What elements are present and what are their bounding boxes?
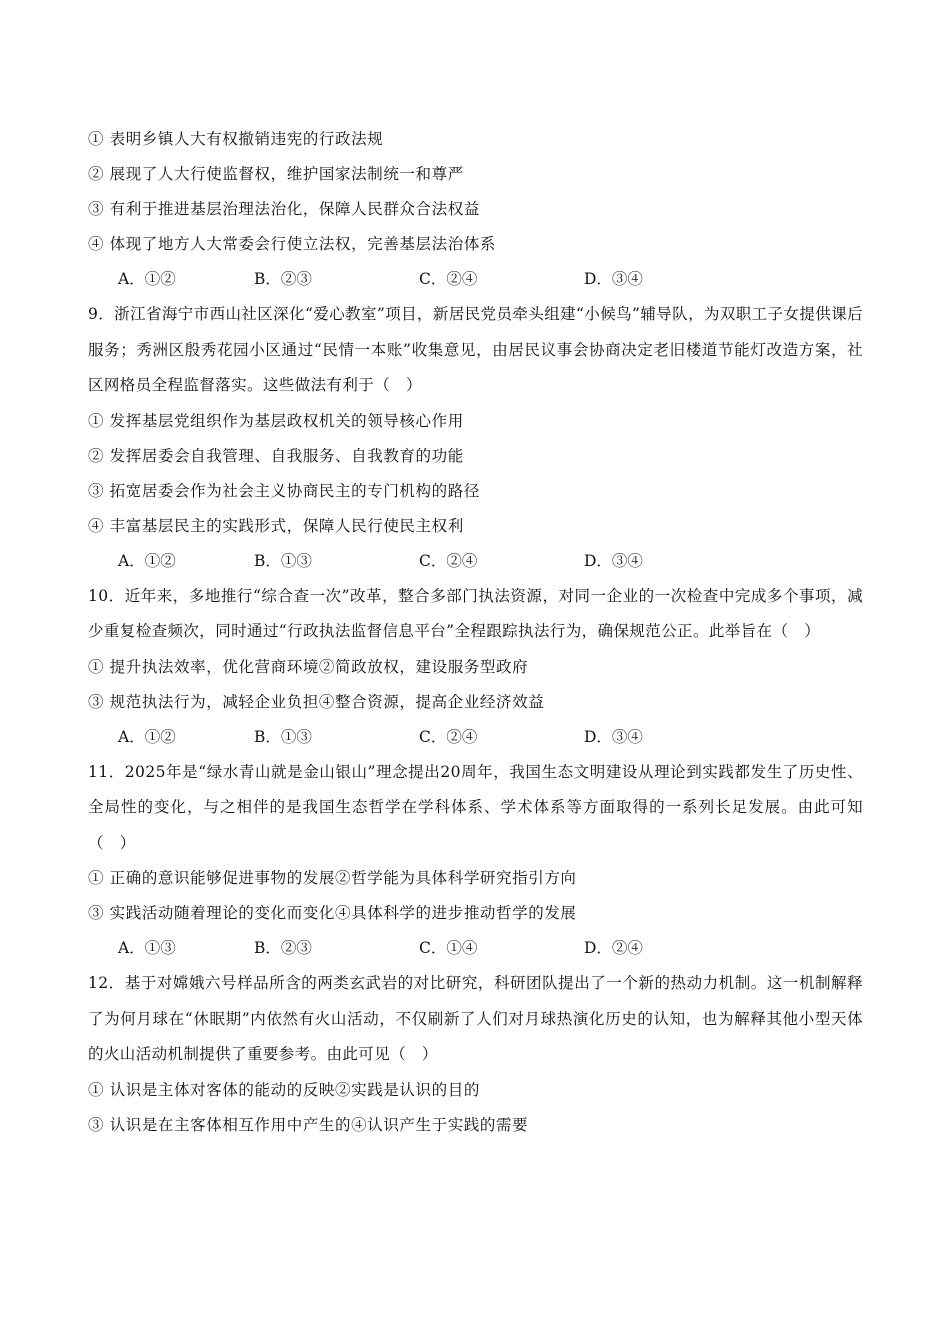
question-9-options [88, 404, 863, 544]
question-8-options [88, 122, 863, 262]
option-line: ① 发挥基层党组织作为基层政权机关的领导核心作用 [88, 411, 464, 430]
choice-b: B．①③ [254, 551, 312, 570]
choice-d: D．②④ [584, 939, 643, 957]
choice-a: A．①② [118, 551, 176, 570]
choice-d: D．③④ [584, 551, 643, 570]
choice-b: B．②③ [254, 270, 312, 288]
question-9-stem: 9．浙江省海宁市西山社区深化“爱心教室”项目，新居民党员牵头组建“小候鸟”辅导队，为双职工子女提供课后服务；秀洲区殷秀花园小区通过“民情一本账”收集意见，由居民议事会协商决定老旧楼道节能灯改造方案，社区网格员全程监督落实。这些做法有利于（ ） [88, 305, 863, 394]
question-12-stem: 12．基于对嫦娥六号样品所含的两类玄武岩的对比研究，科研团队提出了一个新的热动力机制。这一机制解释了为何月球在“休眠期”内依然有火山活动，不仅刷新了人们对月球热演化历史的认知，也为解释其他小型天体的火山活动机制提供了重要参考。由此可见（ ） [88, 974, 863, 1063]
option-line: ② 发挥居委会自我管理、自我服务、自我教育的功能 [88, 446, 464, 465]
option-line: ② 展现了人大行使监督权，维护国家法制统一和尊严 [88, 165, 464, 183]
choice-a: A．①② [118, 270, 176, 288]
question-11-choices [88, 931, 863, 966]
question-12-options [88, 1073, 863, 1143]
option-line: ③ 规范执法行为，减轻企业负担④整合资源，提高企业经济效益 [88, 692, 545, 711]
option-line: ③ 实践活动随着理论的变化而变化④具体科学的进步推动哲学的发展 [88, 904, 577, 922]
option-line: ③ 有利于推进基层治理法治化，保障人民群众合法权益 [88, 200, 480, 218]
option-line: ④ 丰富基层民主的实践形式，保障人民行使民主权利 [88, 516, 464, 535]
option-line: ① 提升执法效率，优化营商环境②简政放权，建设服务型政府 [88, 657, 529, 676]
choice-a: A．①② [118, 727, 176, 746]
option-line: ③ 拓宽居委会作为社会主义协商民主的专门机构的路径 [88, 481, 480, 500]
option-line: ④ 体现了地方人大常委会行使立法权，完善基层法治体系 [88, 235, 497, 253]
option-line: ① 认识是主体对客体的能动的反映②实践是认识的目的 [88, 1080, 480, 1099]
question-11-options [88, 861, 863, 931]
choice-d: D．③④ [584, 270, 643, 288]
choice-c: C．②④ [419, 270, 478, 288]
option-line: ① 表明乡镇人大有权撤销违宪的行政法规 [88, 130, 384, 148]
option-line: ① 正确的意识能够促进事物的发展②哲学能为具体科学研究指引方向 [88, 869, 577, 887]
choice-a: A．①③ [118, 939, 176, 957]
question-11-stem: 11．2025年是“绿水青山就是金山银山”理念提出20周年，我国生态文明建设从理论到实践都发生了历史性、全局性的变化，与之相伴的是我国生态哲学在学科体系、学术体系等方面取得的一系列长足发展。由此可知（ ） [88, 762, 863, 852]
choice-c: C．②④ [419, 551, 478, 570]
question-10-options [88, 650, 863, 720]
choice-d: D．③④ [584, 727, 643, 746]
exam-page [88, 122, 863, 1143]
option-line: ③ 认识是在主客体相互作用中产生的④认识产生于实践的需要 [88, 1115, 529, 1134]
choice-b: B．②③ [254, 939, 312, 957]
choice-c: C．①④ [419, 939, 478, 957]
question-9-choices [88, 544, 863, 579]
question-10-stem: 10．近年来，多地推行“综合查一次”改革，整合多部门执法资源，对同一企业的一次检查中完成多个事项，减少重复检查频次，同时通过“行政执法监督信息平台”全程跟踪执法行为，确保规范公正。此举旨在（ ） [88, 586, 863, 640]
question-8-choices [88, 262, 863, 297]
choice-c: C．②④ [419, 727, 478, 746]
question-10-choices [88, 720, 863, 755]
choice-b: B．①③ [254, 727, 312, 746]
